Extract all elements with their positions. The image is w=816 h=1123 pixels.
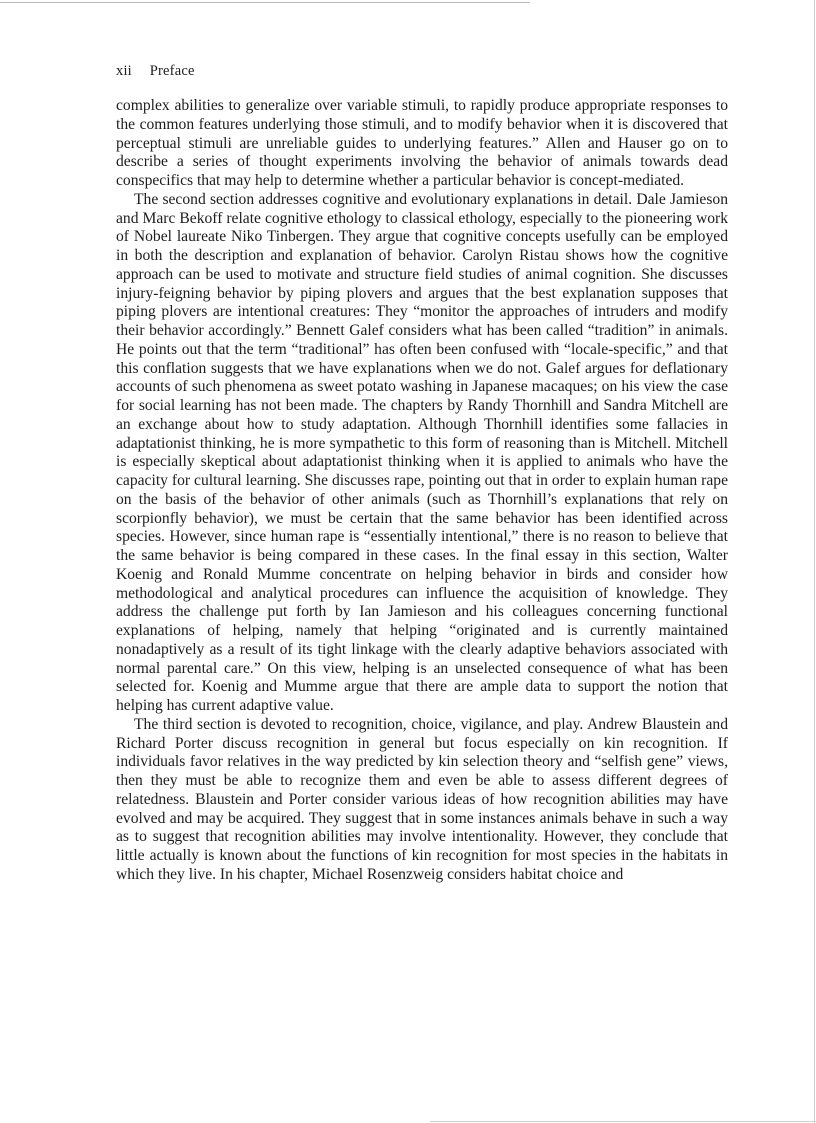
paragraph-third-section: The third section is devoted to recognition, choice, vigilance, and play. Andrew Blaustein and Richard Porter discuss recognition in general but focus especially on kin recognition. If individuals favor relatives in the way predicted by kin selection theory and “selfish gene” views, then they must be able to recognize them and even be able to assess different degrees of relatedness. Blaustein and Porter consider various ideas of how recognition abilities may have evolved and may be acquired. They suggest that in some instances animals behave in such a way as to suggest that recognition abilities may involve intentionality. However, they conclude that little actually is known about the functions of kin recognition for most species in the habitats in which they live. In his chapter, Michael Rosenzweig considers habitat choice and	[116, 715, 728, 883]
page-number: xii	[116, 63, 132, 79]
running-head	[116, 63, 195, 80]
page-top-border	[0, 2, 530, 3]
body-text	[116, 97, 728, 885]
page-right-border	[814, 0, 815, 1123]
paragraph-second-section: The second section addresses cognitive and evolutionary explanations in detail. Dale Jamieson and Marc Bekoff relate cognitive ethology to classical ethology, especially to the pioneering work of Nobel laureate Niko Tinbergen. They argue that cognitive concepts usefully can be employed in both the description and explanation of behavior. Carolyn Ristau shows how the cognitive approach can be used to motivate and structure field studies of animal cognition. She discusses injury-feigning behavior by piping plovers and argues that the best explanation supposes that piping plovers are intentional creatures: They “monitor the approaches of intruders and modify their behavior accordingly.” Bennett Galef considers what has been called “tradition” in animals. He points out that the term “traditional” has often been confused with “locale-specific,” and that this conflation suggests that we have explanations when we do not. Galef argues for deflationary accounts of such phenomena as sweet potato washing in Japanese macaques; on his view the case for social learning has not been made. The chapters by Randy Thornhill and Sandra Mitchell are an exchange about how to study adaptation. Although Thornhill identifies some fallacies in adaptationist thinking, he is more sympathetic to this form of reasoning than is Mitchell. Mitchell is especially skeptical about adaptationist thinking when it is applied to animals who have the capacity for cultural learning. She discusses rape, pointing out that in order to explain human rape on the basis of the behavior of other animals (such as Thornhill’s explanations that rely on scorpionfly behavior), we must be certain that the same behavior has been identified across species. However, since human rape is “essentially intentional,” there is no reason to believe that the same behavior is being compared in these cases. In the final essay in this section, Walter Koenig and Ronald Mumme concentrate on helping behavior in birds and consider how methodological and analytical procedures can influence the acquisition of knowledge. They address the challenge put forth by Ian Jamieson and his colleagues concerning functional explanations of helping, namely that helping “originated and is currently maintained nonadaptively as a result of its tight linkage with the clearly adaptive behaviors associated with normal parental care.” On this view, helping is an unselected consequence of what has been selected for. Koenig and Mumme argue that there are ample data to support the notion that helping has current adaptive value.	[116, 190, 728, 714]
paragraph-continued: complex abilities to generalize over variable stimuli, to rapidly produce appropriate responses to the common features underlying those stimuli, and to modify behavior when it is discovered that perceptual stimuli are unreliable guides to underlying features.” Allen and Hauser go on to describe a series of thought experiments involving the behavior of animals towards dead conspecifics that may help to determine whether a particular behavior is concept-mediated.	[116, 97, 728, 189]
page-bottom-border	[430, 1121, 816, 1122]
running-head-title: Preface	[149, 63, 195, 79]
